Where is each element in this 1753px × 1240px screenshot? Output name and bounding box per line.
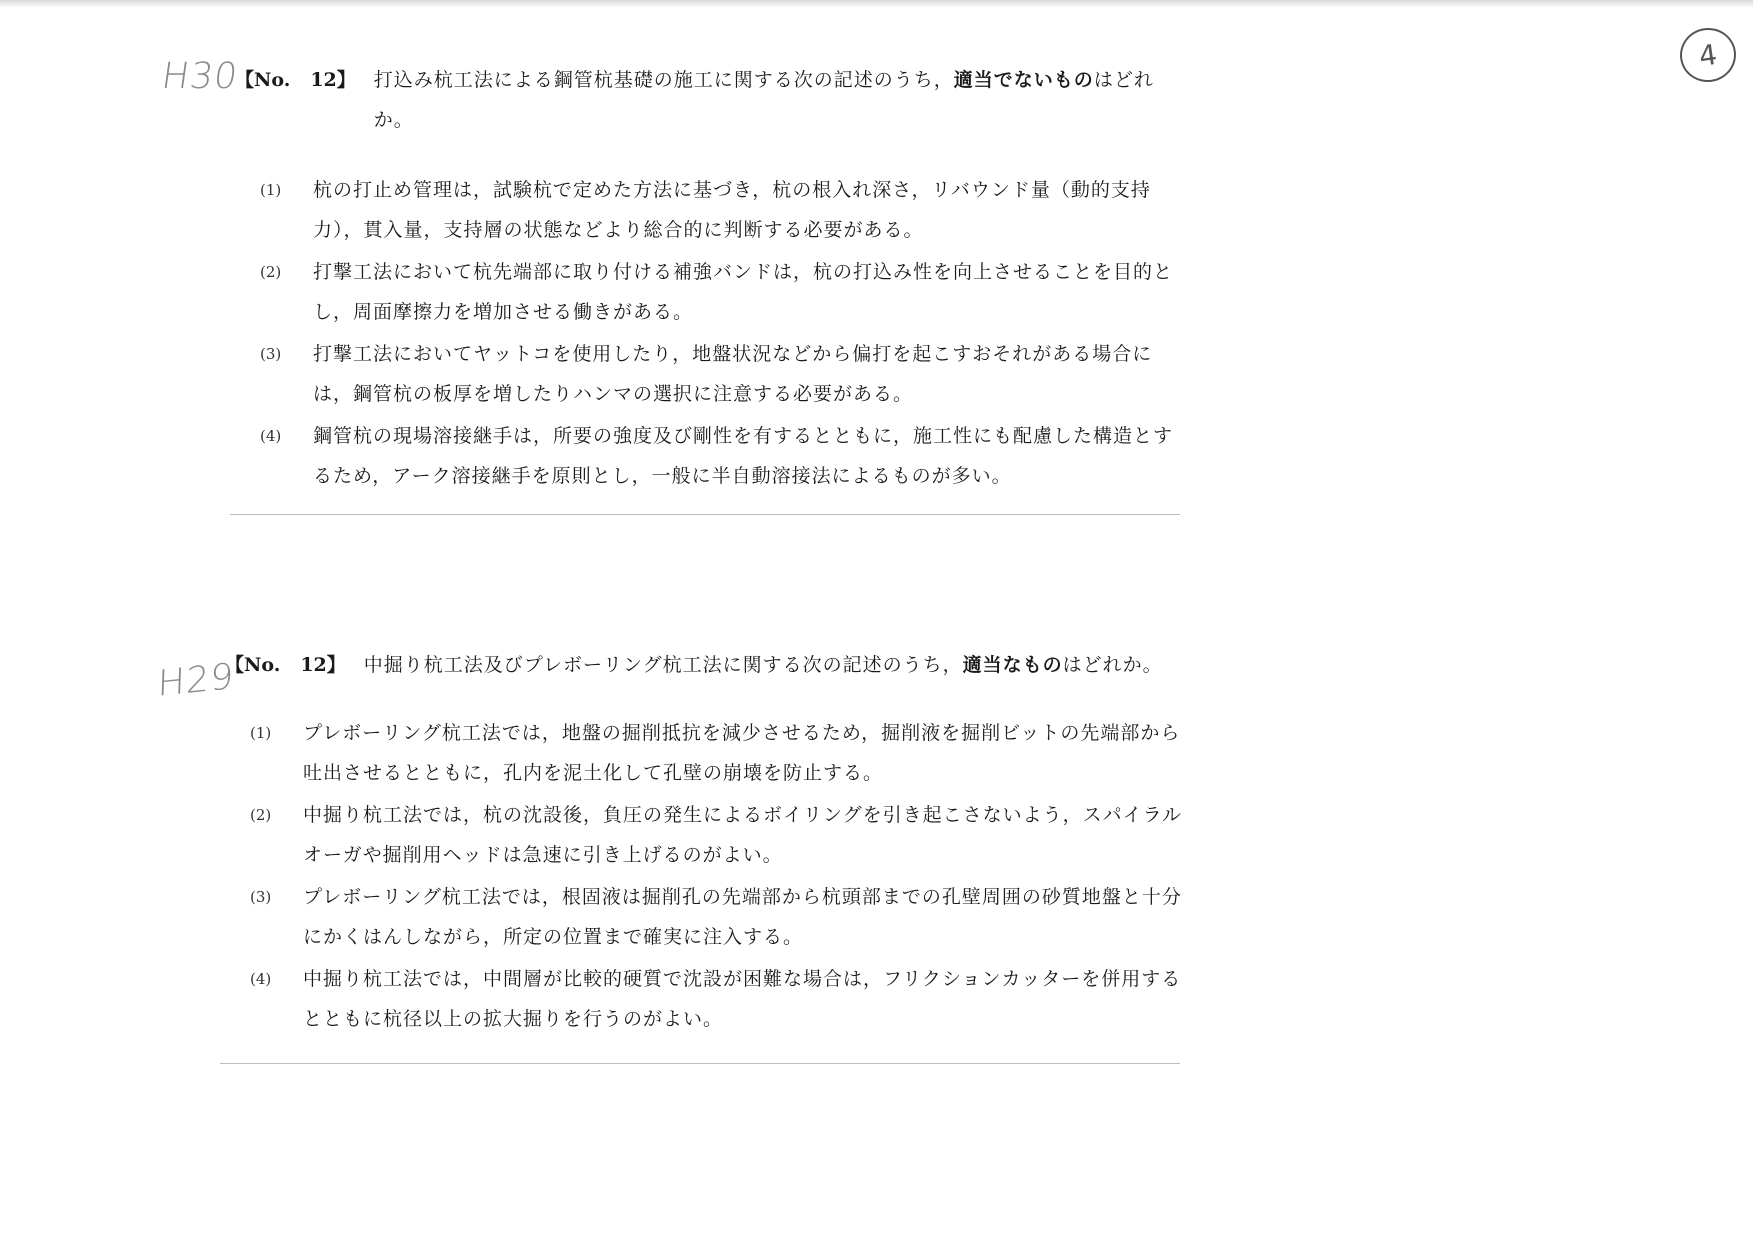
option-text: プレボーリング杭工法では，根固液は掘削孔の先端部から杭頭部までの孔壁周囲の砂質地盤と十分にかくはんしながら，所定の位置まで確実に注入する。 (303, 886, 1182, 948)
stem-emphasis: 適当でないもの (953, 69, 1094, 91)
question-stem (364, 645, 1185, 685)
option-number: (1) (250, 724, 272, 742)
option-item (235, 170, 1185, 250)
option-number: (2) (250, 806, 272, 824)
option-number: (4) (250, 970, 272, 988)
handwritten-year-h30: H30 (159, 56, 241, 97)
option-text: 打撃工法において杭先端部に取り付ける補強バンドは，杭の打込み性を向上させることを目的とし，周面摩擦力を増加させる働きがある。 (313, 261, 1174, 323)
option-list (225, 713, 1185, 1039)
question-block-2 (225, 645, 1185, 1041)
stem-text-end: はどれか。 (373, 69, 1154, 131)
option-item (225, 795, 1185, 875)
option-item (235, 416, 1185, 496)
question-number-value: 12】 (310, 69, 356, 91)
option-item (235, 252, 1185, 332)
question-header (225, 645, 1185, 685)
option-number: (3) (250, 888, 272, 906)
question-number-prefix: 【No. (225, 654, 281, 676)
option-number: (3) (260, 345, 282, 363)
option-text: 鋼管杭の現場溶接継手は，所要の強度及び剛性を有するとともに，施工性にも配慮した構造とするため，アーク溶接継手を原則とし，一般に半自動溶接法によるものが多い。 (313, 425, 1174, 487)
page-number: 4 (1696, 37, 1720, 73)
option-text: プレボーリング杭工法では，地盤の掘削抵抗を減少させるため，掘削液を掘削ビットの先端部から吐出させるとともに，孔内を泥土化して孔壁の崩壊を防止する。 (303, 722, 1181, 784)
option-list (235, 170, 1185, 496)
question-header (235, 60, 1185, 140)
scan-edge-shadow (0, 0, 1753, 8)
option-number: (1) (260, 181, 282, 199)
question-number-value: 12】 (300, 654, 346, 676)
option-item (225, 959, 1185, 1039)
question-number (235, 60, 356, 100)
option-text: 杭の打止め管理は，試験杭で定めた方法に基づき，杭の根入れ深さ，リバウンド量（動的支持力），貫入量，支持層の状態などより総合的に判断する必要がある。 (313, 179, 1151, 241)
divider-line (220, 1063, 1180, 1064)
option-text: 打撃工法においてヤットコを使用したり，地盤状況などから偏打を起こすおそれがある場合には，鋼管杭の板厚を増したりハンマの選択に注意する必要がある。 (313, 343, 1153, 405)
question-stem (374, 60, 1185, 140)
stem-text: 打込み杭工法による鋼管杭基礎の施工に関する次の記述のうち， (373, 69, 954, 91)
option-number: (2) (260, 263, 282, 281)
stem-text: 中掘り杭工法及びプレボーリング杭工法に関する次の記述のうち， (363, 654, 963, 676)
option-item (235, 334, 1185, 414)
stem-emphasis: 適当なもの (962, 654, 1063, 676)
question-block-1 (235, 60, 1185, 498)
option-item (225, 713, 1185, 793)
question-number (225, 645, 346, 685)
stem-text-end: はどれか。 (1062, 654, 1163, 676)
divider-line (230, 514, 1180, 515)
page-number-circle (1677, 24, 1740, 85)
option-text: 中掘り杭工法では，杭の沈設後，負圧の発生によるボイリングを引き起こさないよう，スパイラルオーガや掘削用ヘッドは急速に引き上げるのがよい。 (303, 804, 1183, 866)
option-number: (4) (260, 427, 282, 445)
option-text: 中掘り杭工法では，中間層が比較的硬質で沈設が困難な場合は，フリクションカッターを併用するとともに杭径以上の拡大掘りを行うのがよい。 (303, 968, 1182, 1030)
option-item (225, 877, 1185, 957)
question-number-prefix: 【No. (235, 69, 291, 91)
handwritten-year-h29: H29 (156, 656, 235, 705)
